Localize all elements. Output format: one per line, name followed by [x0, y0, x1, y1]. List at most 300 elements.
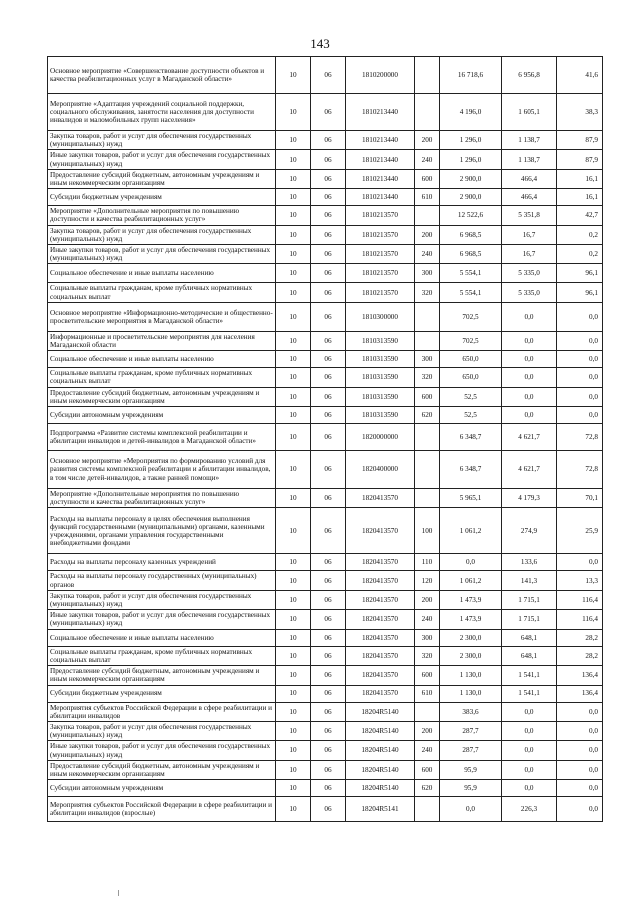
row-execution-percent: 0,0 — [557, 351, 603, 368]
row-name: Социальные выплаты гражданам, кроме публичных нормативных социальных выплат — [48, 368, 276, 387]
row-expense-type: 320 — [415, 368, 440, 387]
row-planned-amount: 5 965,1 — [440, 489, 502, 508]
row-subsection: 06 — [311, 508, 346, 554]
row-section: 10 — [276, 206, 311, 225]
table-row — [48, 702, 603, 721]
table-row — [48, 407, 603, 424]
row-subsection: 06 — [311, 629, 346, 646]
table-row — [48, 451, 603, 489]
table-row — [48, 302, 603, 331]
row-actual-amount: 5 335,0 — [502, 283, 557, 302]
row-execution-percent: 96,1 — [557, 283, 603, 302]
row-name: Основное мероприятие «Мероприятия по формированию условий для развития системы комплексной реабилитации и абилитации инвалидов, в том числе детей-инвалидов, а также ранней помощи» — [48, 451, 276, 489]
row-actual-amount: 466,4 — [502, 189, 557, 206]
row-planned-amount: 287,7 — [440, 721, 502, 740]
row-section: 10 — [276, 264, 311, 283]
table-row — [48, 508, 603, 554]
row-section: 10 — [276, 610, 311, 629]
row-subsection: 06 — [311, 451, 346, 489]
row-execution-percent: 72,8 — [557, 424, 603, 451]
row-subsection: 06 — [311, 245, 346, 264]
row-expense-type — [415, 451, 440, 489]
row-expense-type — [415, 206, 440, 225]
row-planned-amount: 1 130,0 — [440, 666, 502, 685]
row-execution-percent: 87,9 — [557, 150, 603, 169]
row-section: 10 — [276, 629, 311, 646]
row-execution-percent: 0,0 — [557, 387, 603, 406]
table-row — [48, 571, 603, 590]
table-row — [48, 245, 603, 264]
row-actual-amount: 16,7 — [502, 225, 557, 244]
row-planned-amount: 16 718,6 — [440, 57, 502, 94]
row-section: 10 — [276, 150, 311, 169]
row-execution-percent: 0,0 — [557, 780, 603, 797]
row-target-article: 18204R5140 — [346, 760, 415, 779]
row-section: 10 — [276, 131, 311, 150]
row-planned-amount: 0,0 — [440, 797, 502, 822]
table-row — [48, 131, 603, 150]
row-section: 10 — [276, 57, 311, 94]
row-section: 10 — [276, 554, 311, 571]
row-expense-type: 600 — [415, 169, 440, 188]
row-section: 10 — [276, 225, 311, 244]
row-expense-type: 610 — [415, 189, 440, 206]
row-expense-type: 240 — [415, 245, 440, 264]
row-section: 10 — [276, 721, 311, 740]
row-actual-amount: 1 138,7 — [502, 131, 557, 150]
row-planned-amount: 52,5 — [440, 387, 502, 406]
row-name: Иные закупки товаров, работ и услуг для обеспечения государственных (муниципальных) нужд — [48, 245, 276, 264]
row-target-article: 1810213570 — [346, 225, 415, 244]
table-row — [48, 685, 603, 702]
row-execution-percent: 116,4 — [557, 610, 603, 629]
row-expense-type: 320 — [415, 646, 440, 665]
row-name: Предоставление субсидий бюджетным, автономным учреждениям и иным некоммерческим организациям — [48, 760, 276, 779]
row-target-article: 1810213440 — [346, 150, 415, 169]
row-actual-amount: 0,0 — [502, 760, 557, 779]
row-planned-amount: 1 130,0 — [440, 685, 502, 702]
row-actual-amount: 1 715,1 — [502, 590, 557, 609]
table-row — [48, 610, 603, 629]
row-planned-amount: 5 554,1 — [440, 264, 502, 283]
row-subsection: 06 — [311, 685, 346, 702]
row-subsection: 06 — [311, 489, 346, 508]
row-subsection: 06 — [311, 424, 346, 451]
row-name: Основное мероприятие «Совершенствование доступности объектов и качества реабилитационных услуг в Магаданской области» — [48, 57, 276, 94]
row-execution-percent: 0,0 — [557, 302, 603, 331]
row-target-article: 1820413570 — [346, 629, 415, 646]
row-section: 10 — [276, 797, 311, 822]
table-row — [48, 797, 603, 822]
row-section: 10 — [276, 351, 311, 368]
row-name: Предоставление субсидий бюджетным, автономным учреждениям и иным некоммерческим организациям — [48, 387, 276, 406]
row-target-article: 1820413570 — [346, 554, 415, 571]
table-row — [48, 57, 603, 94]
row-name: Мероприятие «Дополнительные мероприятия по повышению доступности и качества реабилитационных услуг» — [48, 489, 276, 508]
row-section: 10 — [276, 646, 311, 665]
table-row — [48, 424, 603, 451]
row-name: Расходы на выплаты персоналу казенных учреждений — [48, 554, 276, 571]
row-execution-percent: 96,1 — [557, 264, 603, 283]
row-expense-type: 240 — [415, 610, 440, 629]
row-name: Социальные выплаты гражданам, кроме публичных нормативных социальных выплат — [48, 283, 276, 302]
row-section: 10 — [276, 508, 311, 554]
scan-mark — [118, 890, 119, 896]
row-subsection: 06 — [311, 169, 346, 188]
table-row — [48, 590, 603, 609]
row-target-article: 1810213570 — [346, 245, 415, 264]
row-section: 10 — [276, 780, 311, 797]
row-planned-amount: 1 473,9 — [440, 610, 502, 629]
row-section: 10 — [276, 331, 311, 350]
row-actual-amount: 1 715,1 — [502, 610, 557, 629]
row-execution-percent: 0,0 — [557, 368, 603, 387]
row-subsection: 06 — [311, 387, 346, 406]
row-name: Иные закупки товаров, работ и услуг для обеспечения государственных (муниципальных) нужд — [48, 610, 276, 629]
row-actual-amount: 648,1 — [502, 646, 557, 665]
row-section: 10 — [276, 407, 311, 424]
row-planned-amount: 650,0 — [440, 368, 502, 387]
row-section: 10 — [276, 424, 311, 451]
row-name: Социальное обеспечение и иные выплаты населению — [48, 264, 276, 283]
row-subsection: 06 — [311, 571, 346, 590]
row-expense-type — [415, 94, 440, 131]
row-target-article: 1820413570 — [346, 610, 415, 629]
row-target-article: 1810213570 — [346, 264, 415, 283]
row-subsection: 06 — [311, 590, 346, 609]
row-name: Расходы на выплаты персоналу государственных (муниципальных) органов — [48, 571, 276, 590]
row-expense-type: 200 — [415, 225, 440, 244]
row-subsection: 06 — [311, 646, 346, 665]
row-name: Закупка товаров, работ и услуг для обеспечения государственных (муниципальных) нужд — [48, 590, 276, 609]
row-actual-amount: 5 335,0 — [502, 264, 557, 283]
table-row — [48, 629, 603, 646]
row-name: Мероприятие «Дополнительные мероприятия по повышению доступности и качества реабилитационных услуг» — [48, 206, 276, 225]
row-actual-amount: 4 621,7 — [502, 451, 557, 489]
row-name: Иные закупки товаров, работ и услуг для обеспечения государственных (муниципальных) нужд — [48, 150, 276, 169]
row-subsection: 06 — [311, 610, 346, 629]
row-target-article: 1810213440 — [346, 94, 415, 131]
row-subsection: 06 — [311, 741, 346, 760]
row-subsection: 06 — [311, 283, 346, 302]
row-subsection: 06 — [311, 666, 346, 685]
row-planned-amount: 6 348,7 — [440, 424, 502, 451]
row-execution-percent: 0,2 — [557, 225, 603, 244]
row-execution-percent: 16,1 — [557, 189, 603, 206]
row-target-article: 1820413570 — [346, 590, 415, 609]
row-name: Расходы на выплаты персоналу в целях обеспечения выполнения функций государственными (муниципальными) органами, казенными учреждениями, органами управления государственными внебюджетными фондами — [48, 508, 276, 554]
row-expense-type: 240 — [415, 150, 440, 169]
row-section: 10 — [276, 189, 311, 206]
row-expense-type: 200 — [415, 131, 440, 150]
row-name: Основное мероприятие «Информационно-методические и общественно-просветительские мероприятия в Магаданской области» — [48, 302, 276, 331]
table-row — [48, 225, 603, 244]
row-execution-percent: 0,0 — [557, 702, 603, 721]
row-actual-amount: 1 541,1 — [502, 666, 557, 685]
table-row — [48, 331, 603, 350]
row-actual-amount: 1 541,1 — [502, 685, 557, 702]
row-actual-amount: 0,0 — [502, 721, 557, 740]
row-execution-percent: 16,1 — [557, 169, 603, 188]
row-actual-amount: 0,0 — [502, 387, 557, 406]
row-target-article: 1810213440 — [346, 189, 415, 206]
row-actual-amount: 1 605,1 — [502, 94, 557, 131]
row-section: 10 — [276, 283, 311, 302]
row-actual-amount: 133,6 — [502, 554, 557, 571]
row-planned-amount: 95,9 — [440, 780, 502, 797]
table-row — [48, 721, 603, 740]
row-target-article: 1810213440 — [346, 169, 415, 188]
row-actual-amount: 5 351,8 — [502, 206, 557, 225]
row-actual-amount: 0,0 — [502, 407, 557, 424]
row-subsection: 06 — [311, 797, 346, 822]
row-target-article: 1810300000 — [346, 302, 415, 331]
row-execution-percent: 28,2 — [557, 646, 603, 665]
row-planned-amount: 2 900,0 — [440, 189, 502, 206]
table-row — [48, 741, 603, 760]
row-planned-amount: 2 300,0 — [440, 629, 502, 646]
table-row — [48, 150, 603, 169]
row-planned-amount: 383,6 — [440, 702, 502, 721]
row-name: Предоставление субсидий бюджетным, автономным учреждениям и иным некоммерческим организациям — [48, 169, 276, 188]
row-planned-amount: 6 348,7 — [440, 451, 502, 489]
row-actual-amount: 466,4 — [502, 169, 557, 188]
row-expense-type: 110 — [415, 554, 440, 571]
row-actual-amount: 0,0 — [502, 702, 557, 721]
row-subsection: 06 — [311, 760, 346, 779]
row-target-article: 1810313590 — [346, 368, 415, 387]
row-execution-percent: 41,6 — [557, 57, 603, 94]
table-row — [48, 780, 603, 797]
row-actual-amount: 4 621,7 — [502, 424, 557, 451]
row-subsection: 06 — [311, 150, 346, 169]
row-expense-type: 240 — [415, 741, 440, 760]
row-subsection: 06 — [311, 206, 346, 225]
row-target-article: 1810213440 — [346, 131, 415, 150]
row-subsection: 06 — [311, 57, 346, 94]
row-subsection: 06 — [311, 368, 346, 387]
row-section: 10 — [276, 451, 311, 489]
row-target-article: 1820413570 — [346, 571, 415, 590]
row-actual-amount: 16,7 — [502, 245, 557, 264]
row-expense-type — [415, 331, 440, 350]
row-planned-amount: 1 296,0 — [440, 131, 502, 150]
row-expense-type: 600 — [415, 387, 440, 406]
row-target-article: 1820413570 — [346, 508, 415, 554]
row-actual-amount: 6 956,8 — [502, 57, 557, 94]
row-section: 10 — [276, 760, 311, 779]
row-actual-amount: 1 138,7 — [502, 150, 557, 169]
row-target-article: 1820400000 — [346, 451, 415, 489]
row-planned-amount: 1 061,2 — [440, 571, 502, 590]
row-planned-amount: 1 061,2 — [440, 508, 502, 554]
row-expense-type — [415, 489, 440, 508]
row-planned-amount: 287,7 — [440, 741, 502, 760]
row-name: Субсидии автономным учреждениям — [48, 407, 276, 424]
row-execution-percent: 28,2 — [557, 629, 603, 646]
row-expense-type: 620 — [415, 407, 440, 424]
row-name: Субсидии бюджетным учреждениям — [48, 189, 276, 206]
row-expense-type — [415, 424, 440, 451]
row-expense-type: 620 — [415, 780, 440, 797]
table-row — [48, 368, 603, 387]
row-actual-amount: 226,3 — [502, 797, 557, 822]
row-planned-amount: 650,0 — [440, 351, 502, 368]
row-planned-amount: 4 196,0 — [440, 94, 502, 131]
row-planned-amount: 702,5 — [440, 331, 502, 350]
row-target-article: 1820413570 — [346, 666, 415, 685]
row-planned-amount: 6 968,5 — [440, 225, 502, 244]
row-target-article: 1810213570 — [346, 283, 415, 302]
row-planned-amount: 6 968,5 — [440, 245, 502, 264]
row-target-article: 1810313590 — [346, 387, 415, 406]
row-name: Информационные и просветительские мероприятия для населения Магаданской области — [48, 331, 276, 350]
row-target-article: 18204R5140 — [346, 702, 415, 721]
row-actual-amount: 0,0 — [502, 368, 557, 387]
table-row — [48, 554, 603, 571]
row-section: 10 — [276, 571, 311, 590]
table-row — [48, 646, 603, 665]
row-execution-percent: 70,1 — [557, 489, 603, 508]
row-expense-type: 600 — [415, 666, 440, 685]
row-subsection: 06 — [311, 407, 346, 424]
row-actual-amount: 4 179,3 — [502, 489, 557, 508]
row-expense-type — [415, 57, 440, 94]
row-target-article: 1820413570 — [346, 489, 415, 508]
table-row — [48, 760, 603, 779]
row-section: 10 — [276, 685, 311, 702]
row-section: 10 — [276, 489, 311, 508]
row-name: Мероприятие «Адаптация учреждений социальной поддержки, социального обслуживания, занятости населения для доступности инвалидов и маломобильных групп населения» — [48, 94, 276, 131]
row-expense-type: 300 — [415, 264, 440, 283]
row-expense-type: 610 — [415, 685, 440, 702]
page-number: 143 — [310, 36, 330, 51]
row-name: Подпрограмма «Развитие системы комплексной реабилитации и абилитации инвалидов и детей-инвалидов в Магаданской области» — [48, 424, 276, 451]
row-name: Социальное обеспечение и иные выплаты населению — [48, 351, 276, 368]
row-target-article: 1820000000 — [346, 424, 415, 451]
row-execution-percent: 0,0 — [557, 797, 603, 822]
budget-table — [47, 56, 603, 822]
row-expense-type: 120 — [415, 571, 440, 590]
row-target-article: 1820413570 — [346, 685, 415, 702]
row-execution-percent: 72,8 — [557, 451, 603, 489]
row-subsection: 06 — [311, 351, 346, 368]
row-name: Субсидии бюджетным учреждениям — [48, 685, 276, 702]
row-target-article: 1820413570 — [346, 646, 415, 665]
row-name: Предоставление субсидий бюджетным, автономным учреждениям и иным некоммерческим организациям — [48, 666, 276, 685]
row-name: Мероприятия субъектов Российской Федерации в сфере реабилитации и абилитации инвалидов (взрослые) — [48, 797, 276, 822]
row-target-article: 18204R5140 — [346, 721, 415, 740]
table-row — [48, 206, 603, 225]
row-planned-amount: 12 522,6 — [440, 206, 502, 225]
row-actual-amount: 0,0 — [502, 351, 557, 368]
row-target-article: 18204R5141 — [346, 797, 415, 822]
row-execution-percent: 0,0 — [557, 331, 603, 350]
row-name: Социальное обеспечение и иные выплаты населению — [48, 629, 276, 646]
row-actual-amount: 141,3 — [502, 571, 557, 590]
row-actual-amount: 0,0 — [502, 741, 557, 760]
row-subsection: 06 — [311, 264, 346, 283]
row-planned-amount: 5 554,1 — [440, 283, 502, 302]
table-row — [48, 489, 603, 508]
row-name: Закупка товаров, работ и услуг для обеспечения государственных (муниципальных) нужд — [48, 225, 276, 244]
row-name: Закупка товаров, работ и услуг для обеспечения государственных (муниципальных) нужд — [48, 131, 276, 150]
row-expense-type: 300 — [415, 351, 440, 368]
row-expense-type — [415, 702, 440, 721]
row-name: Мероприятия субъектов Российской Федерации в сфере реабилитации и абилитации инвалидов — [48, 702, 276, 721]
row-section: 10 — [276, 245, 311, 264]
row-execution-percent: 0,0 — [557, 407, 603, 424]
row-planned-amount: 52,5 — [440, 407, 502, 424]
row-planned-amount: 1 473,9 — [440, 590, 502, 609]
row-execution-percent: 116,4 — [557, 590, 603, 609]
table-row — [48, 283, 603, 302]
row-planned-amount: 702,5 — [440, 302, 502, 331]
row-planned-amount: 2 900,0 — [440, 169, 502, 188]
row-subsection: 06 — [311, 302, 346, 331]
row-expense-type: 600 — [415, 760, 440, 779]
row-execution-percent: 38,3 — [557, 94, 603, 131]
row-target-article: 1810313590 — [346, 351, 415, 368]
row-target-article: 1810213570 — [346, 206, 415, 225]
row-expense-type — [415, 797, 440, 822]
row-execution-percent: 0,0 — [557, 741, 603, 760]
row-section: 10 — [276, 368, 311, 387]
row-section: 10 — [276, 590, 311, 609]
row-subsection: 06 — [311, 554, 346, 571]
row-actual-amount: 648,1 — [502, 629, 557, 646]
row-target-article: 1810313590 — [346, 331, 415, 350]
row-execution-percent: 0,0 — [557, 721, 603, 740]
row-execution-percent: 25,9 — [557, 508, 603, 554]
row-section: 10 — [276, 666, 311, 685]
table-row — [48, 387, 603, 406]
row-target-article: 18204R5140 — [346, 741, 415, 760]
row-actual-amount: 274,9 — [502, 508, 557, 554]
row-expense-type: 100 — [415, 508, 440, 554]
row-section: 10 — [276, 302, 311, 331]
row-subsection: 06 — [311, 721, 346, 740]
row-expense-type: 320 — [415, 283, 440, 302]
row-execution-percent: 42,7 — [557, 206, 603, 225]
table-row — [48, 666, 603, 685]
row-planned-amount: 1 296,0 — [440, 150, 502, 169]
row-section: 10 — [276, 387, 311, 406]
table-row — [48, 189, 603, 206]
row-execution-percent: 87,9 — [557, 131, 603, 150]
row-expense-type: 300 — [415, 629, 440, 646]
row-name: Закупка товаров, работ и услуг для обеспечения государственных (муниципальных) нужд — [48, 721, 276, 740]
row-target-article: 18204R5140 — [346, 780, 415, 797]
row-section: 10 — [276, 741, 311, 760]
table-row — [48, 351, 603, 368]
row-section: 10 — [276, 169, 311, 188]
row-actual-amount: 0,0 — [502, 331, 557, 350]
table-row — [48, 264, 603, 283]
row-section: 10 — [276, 702, 311, 721]
row-expense-type — [415, 302, 440, 331]
row-execution-percent: 13,3 — [557, 571, 603, 590]
row-execution-percent: 136,4 — [557, 685, 603, 702]
row-section: 10 — [276, 94, 311, 131]
row-expense-type: 200 — [415, 721, 440, 740]
row-execution-percent: 0,0 — [557, 760, 603, 779]
row-name: Субсидии автономным учреждениям — [48, 780, 276, 797]
row-expense-type: 200 — [415, 590, 440, 609]
row-name: Социальные выплаты гражданам, кроме публичных нормативных социальных выплат — [48, 646, 276, 665]
row-subsection: 06 — [311, 94, 346, 131]
row-execution-percent: 0,0 — [557, 554, 603, 571]
